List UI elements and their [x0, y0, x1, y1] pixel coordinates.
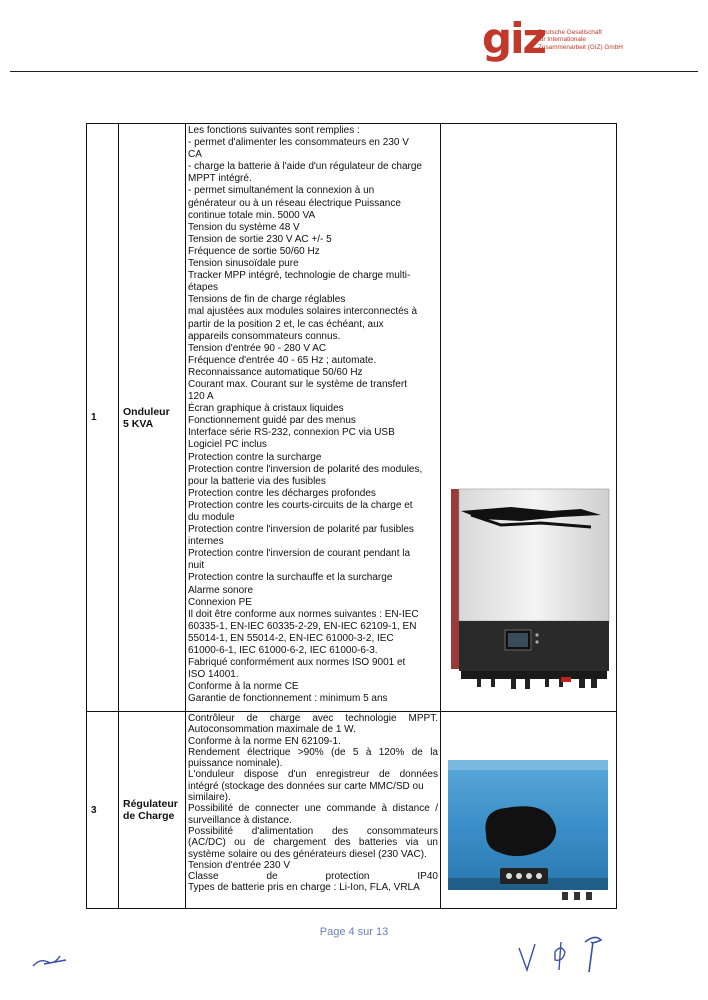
description-word: des: [331, 825, 349, 837]
item-name: Onduleur 5 KVA: [119, 124, 186, 712]
description-word: Contrôleur: [188, 713, 235, 724]
description-line: Courant max. Courant sur le système de transfert: [188, 378, 407, 390]
description-word: d'un: [287, 769, 307, 781]
description-line: Protection contre l'inversion de polarité des modules,: [188, 463, 423, 475]
description-line: 60335-1, EN-IEC 60335-2-29, EN-IEC 62109-1, EN: [188, 620, 417, 632]
description-line: pour la batterie via des fusibles: [188, 475, 326, 487]
description-word: des: [334, 837, 351, 849]
description-line: MPPT intégré.: [188, 173, 252, 185]
description-line: continue totale min. 5000 VA: [188, 209, 316, 221]
description-line: Fréquence de sortie 50/60 Hz: [188, 245, 320, 257]
description-line: Protection contre l'inversion de polarité par fusibles: [188, 524, 414, 536]
table-row: [87, 124, 617, 712]
description-word: d'alimentation: [251, 825, 314, 837]
description-line: [188, 860, 438, 871]
item-number: 3: [87, 712, 119, 909]
description-line: Il doit être conforme aux normes suivantes : EN-IEC: [188, 608, 419, 620]
description-word: /: [435, 803, 438, 815]
description-line: [188, 758, 438, 769]
item-description: [186, 124, 441, 712]
description-word: (de: [331, 746, 346, 758]
description-word: distance: [392, 803, 430, 815]
description-word: électrique: [247, 746, 291, 758]
description-word: intégré (stockage des données sur carte MMC/SD ou: [188, 780, 424, 792]
description-word: de: [246, 713, 258, 724]
description-line: Alarme sonore: [188, 584, 254, 596]
description-line: appareils consommateurs connus.: [188, 330, 341, 342]
description-word: Rendement: [188, 746, 240, 758]
description-word: protection: [325, 871, 370, 883]
description-line: Fonctionnement guidé par des menus: [188, 415, 356, 427]
description-word: la: [430, 746, 438, 758]
description-word: connecter: [255, 803, 299, 815]
description-word: similaire).: [188, 792, 231, 804]
description-line: [188, 826, 438, 837]
description-word: de: [378, 769, 391, 781]
description-line: Tension d'entrée 90 - 280 V AC: [188, 342, 327, 354]
description-line: [188, 815, 438, 826]
description-line: 55014-1, EN 55014-2, EN-IEC 61000-3-2, IEC: [188, 632, 394, 644]
description-line: [188, 736, 438, 747]
description-line: nuit: [188, 560, 205, 572]
spec-table: [86, 123, 617, 909]
description-line: - permet simultanément la connexion à un: [188, 185, 375, 197]
description-word: enregistreur: [316, 769, 370, 781]
description-line: Logiciel PC inclus: [188, 439, 267, 451]
inverter-button: [535, 633, 538, 636]
description-line: [188, 837, 438, 848]
item-description: [186, 712, 441, 909]
item-image-cell: [441, 124, 617, 712]
description-word: MPPT.: [408, 713, 438, 724]
description-line: Écran graphique à cristaux liquides: [188, 403, 344, 415]
description-line: [188, 724, 438, 735]
description-word: à: [365, 746, 372, 758]
description-word: (AC/DC): [188, 837, 226, 849]
inverter-base: [461, 671, 607, 679]
description-line: du module: [188, 512, 235, 523]
description-line: Tension sinusoïdale pure: [188, 258, 299, 270]
description-line: Garantie de fonctionnement : minimum 5 ans: [188, 693, 388, 705]
description-line: [188, 747, 438, 758]
description-line: 61000-6-1, IEC 61000-6-2, IEC 61000-6-3.: [188, 645, 378, 657]
controller-top-lip: [448, 760, 608, 770]
description-word: 5: [352, 746, 359, 758]
description-word: un: [426, 837, 438, 849]
description-line: Reconnaissance automatique 50/60 Hz: [188, 366, 363, 378]
description-word: commande: [326, 803, 377, 815]
description-word: de: [266, 871, 278, 883]
inverter-top-panel: [459, 489, 609, 621]
table-row: [87, 712, 617, 909]
description-line: CA: [188, 149, 202, 161]
giz-logo: [482, 14, 652, 70]
charge-controller-photo: [442, 754, 616, 904]
description-line: Tracker MPP intégré, technologie de charge multi-: [188, 270, 411, 282]
inverter-connectors: [477, 679, 597, 689]
description-word: une: [304, 803, 322, 815]
description-line: partir de la position 2 et, le cas échéant, aux: [188, 318, 384, 330]
description-line: Tensions de fin de charge réglables: [188, 294, 346, 306]
description-word: technologie: [345, 713, 397, 724]
description-line: ISO 14001.: [188, 669, 239, 681]
header-divider: [10, 71, 698, 72]
description-word: Tension d'entrée 230 V: [188, 859, 290, 871]
description-word: système solaire ou des générateurs diesel (230 VAC).: [188, 848, 427, 860]
inverter-red-terminal: [561, 677, 571, 682]
inverter-lcd-screen: [508, 633, 528, 647]
description-word: Possibilité: [188, 825, 234, 837]
description-line: Interface série RS-232, connexion PC via USB: [188, 427, 395, 439]
controller-terminals: [562, 892, 592, 900]
description-word: à: [381, 803, 388, 815]
description-line: Protection contre les décharges profondes: [188, 487, 376, 499]
description-line: mal ajustées aux modules solaires interconnectés à: [188, 306, 418, 318]
description-word: Autoconsommation maximale de 1 W.: [188, 724, 356, 736]
item-image-cell: [441, 712, 617, 909]
description-word: via: [405, 837, 419, 849]
description-word: puissance nominale).: [188, 758, 283, 770]
description-line: internes: [188, 536, 224, 548]
description-word: chargement: [273, 837, 327, 849]
description-word: Types de batterie pris en charge : Li-Ion, FLA, VRLA: [188, 882, 420, 894]
description-line: [188, 871, 438, 882]
inverter-photo: [441, 485, 615, 705]
description-word: Possibilité: [188, 803, 234, 815]
description-line: Connexion PE: [188, 596, 252, 608]
description-line: Conforme à la norme CE: [188, 681, 299, 693]
description-line: Les fonctions suivantes sont remplies :: [188, 125, 360, 136]
inverter-side-edge: [451, 489, 459, 669]
description-line: Protection contre la surchauffe et la surcharge: [188, 572, 393, 584]
giz-logo-text: Deutsche Gesellschaft für Internationale Zusammenarbeit (GIZ) GmbH: [538, 29, 623, 51]
description-word: Conforme à la norme EN 62109-1.: [188, 735, 341, 747]
description-line: Tension du système 48 V: [188, 221, 300, 233]
handwritten-initial-left: [30, 948, 70, 970]
description-line: - charge la batterie à l'aide d'un régulateur de charge: [188, 161, 422, 173]
description-line: [188, 781, 438, 792]
description-word: >90%: [297, 746, 324, 758]
handwritten-initials-right: [515, 930, 615, 978]
description-word: surveillance à distance.: [188, 814, 292, 826]
description-word: L'onduleur: [188, 769, 235, 781]
description-word: dispose: [243, 769, 279, 781]
description-line: 120 A: [188, 391, 214, 403]
description-line: [188, 713, 438, 724]
description-line: Fabriqué conformément aux normes ISO 9001 et: [188, 657, 406, 669]
description-line: [188, 769, 438, 780]
description-line: Protection contre les courts-circuits de la charge et: [188, 499, 413, 511]
description-word: 120%: [378, 746, 405, 758]
page-number: Page 4 sur 13: [319, 926, 389, 938]
description-line: - permet d'alimenter les consommateurs en 230 V: [188, 137, 409, 149]
inverter-bottom-panel: [459, 621, 609, 671]
description-line: étapes: [188, 282, 219, 294]
description-word: données: [399, 769, 438, 781]
description-line: Tension de sortie 230 V AC +/- 5: [188, 233, 332, 245]
description-word: charge: [269, 713, 301, 724]
description-word: Classe: [188, 871, 219, 883]
description-word: de: [253, 837, 265, 849]
description-line: [188, 792, 438, 803]
description-line: [188, 882, 438, 893]
description-line: générateur ou à un réseau électrique Puissance: [188, 197, 401, 209]
description-word: consommateurs: [366, 825, 438, 837]
description-word: batteries: [358, 837, 398, 849]
description-line: [188, 849, 438, 860]
inverter-button: [535, 640, 538, 643]
description-word: avec: [312, 713, 334, 724]
description-line: Fréquence d'entrée 40 - 65 Hz ; automate.: [188, 354, 377, 366]
description-word: IP40: [417, 871, 438, 883]
description-line: Protection contre l'inversion de courant pendant la: [188, 548, 411, 560]
description-line: Protection contre la surcharge: [188, 451, 322, 463]
description-word: de: [411, 746, 423, 758]
description-word: de: [238, 803, 250, 815]
description-line: [188, 803, 438, 814]
giz-logo-mark: giz: [482, 14, 545, 63]
item-name: Régulateur de Charge: [119, 712, 186, 909]
item-number: 1: [87, 124, 119, 712]
description-word: ou: [234, 837, 246, 849]
